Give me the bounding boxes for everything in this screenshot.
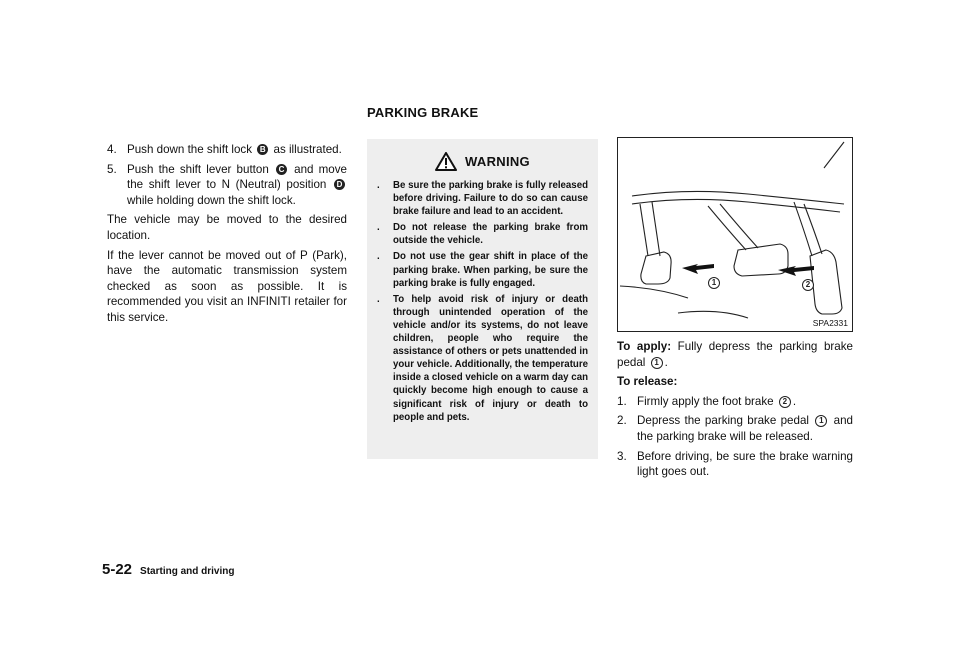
callout-c-icon: C	[276, 164, 287, 175]
list-item: . Do not release the parking brake from outside the vehicle.	[377, 222, 588, 247]
step-text: while holding down the shift lock.	[127, 193, 296, 207]
apply-text: Fully depress the parking brake pedal	[617, 340, 853, 369]
step-number: 2.	[617, 414, 627, 428]
step-text: Push down the shift lock	[127, 143, 253, 156]
callout-b-icon: B	[257, 144, 268, 155]
warning-header	[367, 139, 598, 173]
step-text: Depress the parking brake pedal	[637, 414, 809, 428]
step-5	[107, 162, 347, 209]
release-label: To release:	[617, 375, 678, 389]
chapter-title: Starting and driving	[140, 566, 235, 577]
section-title: PARKING BRAKE	[367, 105, 479, 120]
apply-label: To apply:	[617, 340, 672, 353]
release-step-2	[617, 413, 853, 444]
callout-d-icon: D	[334, 179, 345, 190]
callout-1-icon: 1	[651, 357, 663, 369]
step-number: 3.	[617, 449, 627, 463]
page-number: 5-22	[102, 561, 133, 578]
warning-title: WARNING	[465, 153, 530, 169]
warning-list	[367, 179, 598, 424]
page-footer	[102, 561, 234, 578]
release-label-line	[617, 374, 853, 390]
pedal-illustration	[617, 137, 853, 332]
step-text: and move the shift lever to N (Neutral) position	[127, 162, 347, 192]
callout-2-icon: 2	[802, 279, 814, 291]
paragraph: If the lever cannot be moved out of P (Park), have the automatic transmission system checked as soon as possible. It is recommended you visit an INFINITI retailer for this service.	[107, 248, 347, 324]
step-number: 5.	[107, 162, 117, 176]
warning-box	[367, 139, 598, 459]
callout-2-icon: 2	[779, 396, 791, 408]
list-item: . To help avoid risk of injury or death through unintended operation of the vehicle and/or its systems, do not leave children, people who require the assistance of others or pets unattended in your vehicle. Additionally, the temperature inside a closed vehicle on a warm day can quickly become high enough to cause a significant risk of injury or death to people and pets.	[377, 293, 588, 423]
step-text: Before driving, be sure the brake warning light goes out.	[637, 449, 853, 479]
callout-1-icon: 1	[815, 415, 827, 427]
release-step-3	[617, 449, 853, 480]
callout-1-icon: 1	[708, 277, 720, 289]
step-number: 4.	[107, 143, 117, 156]
step-number: 1.	[617, 394, 627, 408]
step-text: and the parking brake will be released.	[637, 414, 853, 443]
release-step-1: 1. Firmly apply the foot brake 2 .	[617, 394, 797, 408]
list-item: . Do not use the gear shift in place of the parking brake. When parking, be sure the parking brake is fully engaged.	[377, 251, 588, 289]
pedal-drawing	[618, 138, 852, 331]
step-text: Push the shift lever button	[127, 162, 269, 176]
left-column	[107, 142, 347, 330]
right-column	[617, 339, 853, 484]
apply-paragraph: To apply: Fully depress the parking brake pedal 1 .	[617, 340, 853, 369]
step-4	[107, 142, 347, 158]
list-item: . Be sure the parking brake is fully released before driving. Failure to do so can cause brake failure and lead to an accident.	[377, 180, 588, 218]
step-text: as illustrated.	[273, 143, 342, 156]
step-text: Firmly apply the foot brake	[637, 394, 774, 408]
warning-triangle-icon	[435, 152, 457, 171]
figure-code: SPA2331	[812, 318, 848, 328]
paragraph: The vehicle may be moved to the desired location.	[107, 213, 347, 242]
